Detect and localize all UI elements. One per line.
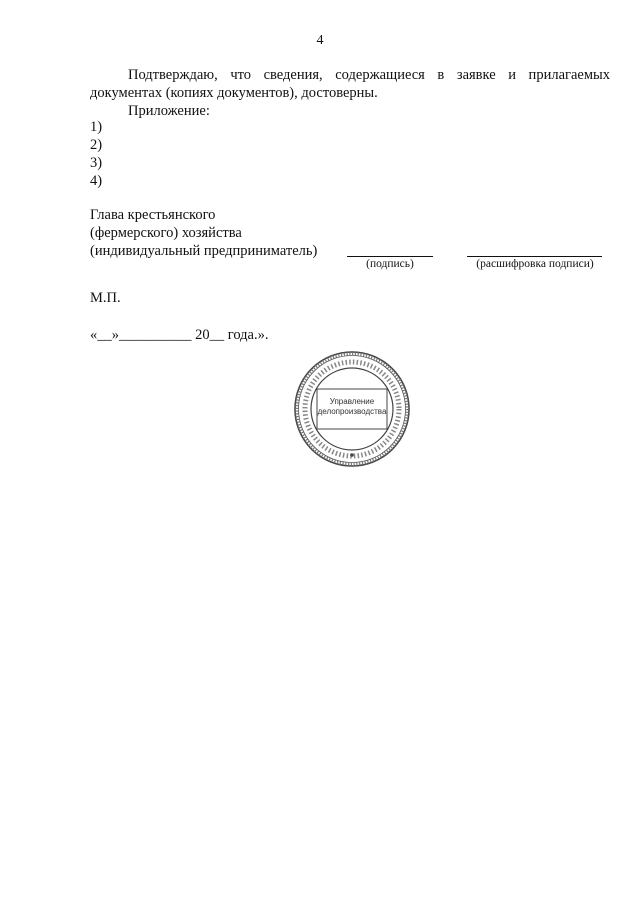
appendix-item-1: 1): [90, 119, 103, 135]
appendix-title: Приложение:: [128, 103, 210, 119]
signatory-line-3: (индивидуальный предприниматель): [90, 243, 318, 259]
confirmation-paragraph: Подтверждаю, что сведения, содержащиеся в заявке и прилагаемых документах (копиях документов), достоверны.: [90, 67, 610, 101]
signature-line[interactable]: [347, 239, 433, 257]
date-line: «__»__________ 20__ года.».: [90, 327, 269, 343]
official-stamp: [292, 350, 412, 468]
signature-caption: (подпись): [366, 258, 414, 270]
appendix-item-3: 3): [90, 155, 103, 171]
signature-decoding-caption: (расшифровка подписи): [476, 258, 594, 270]
appendix-item-4: 4): [90, 173, 103, 189]
seal-place: М.П.: [90, 290, 121, 306]
stamp-text-line-1: Управление: [329, 397, 375, 406]
stamp-text-line-2: делопроизводства: [317, 407, 387, 416]
appendix-list: [90, 118, 102, 190]
signature-decoding-line[interactable]: [467, 239, 602, 257]
signatory-line-1: Глава крестьянского: [90, 207, 216, 223]
page-number: 4: [316, 33, 324, 48]
signatory-block: [90, 206, 317, 260]
signatory-line-2: (фермерского) хозяйства: [90, 225, 242, 241]
appendix-item-2: 2): [90, 137, 103, 153]
